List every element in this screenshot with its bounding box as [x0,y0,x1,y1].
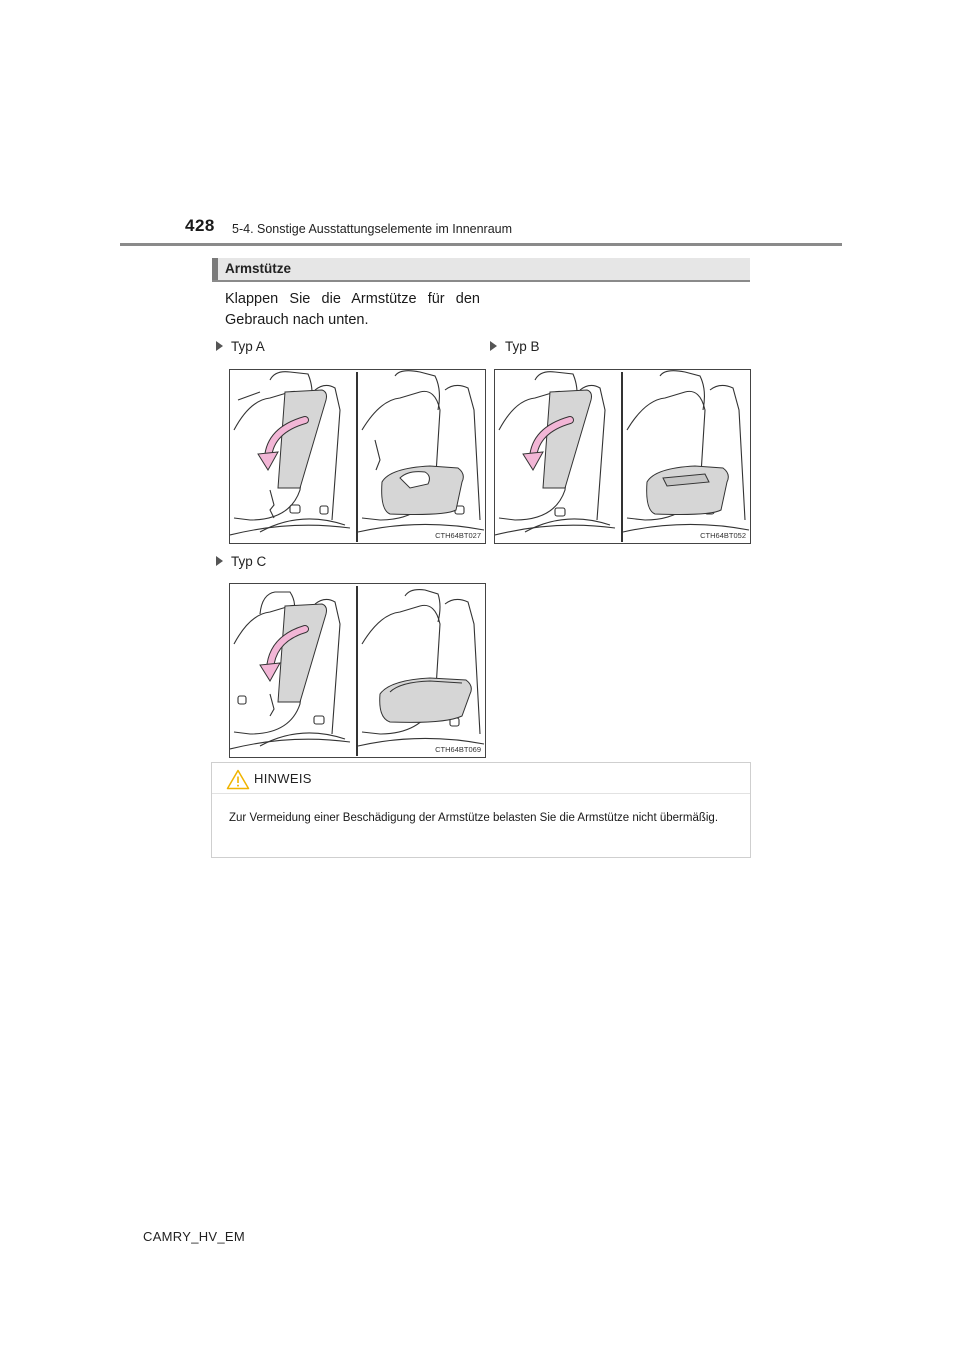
triangle-bullet-icon [216,556,223,566]
footer-model: CAMRY_HV_EM [143,1229,246,1244]
rear-seat-armrest-illustration [230,584,485,757]
notice-title: HINWEIS [254,771,312,786]
notice-box [211,762,751,858]
header-rule [120,243,842,246]
type-a-label: Typ A [216,339,265,354]
rear-seat-armrest-illustration [495,370,750,543]
triangle-bullet-icon [490,341,497,351]
notice-header [212,763,750,794]
type-b-label: Typ B [490,339,540,354]
type-c-label: Typ C [216,554,266,569]
section-header [212,258,750,282]
rear-seat-armrest-illustration [230,370,485,543]
figure-type-b [494,369,751,544]
warning-triangle-icon [226,769,250,790]
figure-code: CTH64BT027 [435,531,481,540]
page-number: 428 [185,216,215,235]
figure-code: CTH64BT052 [700,531,746,540]
figure-type-c [229,583,486,758]
notice-text: Zur Vermeidung einer Beschädigung der Armstütze belasten Sie die Armstütze nicht übermäßig. [229,812,719,824]
figure-code: CTH64BT069 [435,745,481,754]
section-title: Armstütze [225,261,292,276]
chapter-title: 5-4. Sonstige Ausstattungselemente im Innenraum [232,222,513,236]
figure-type-a [229,369,486,544]
intro-text: Klappen Sie die Armstütze für den Gebrauch nach unten. [225,291,480,328]
triangle-bullet-icon [216,341,223,351]
